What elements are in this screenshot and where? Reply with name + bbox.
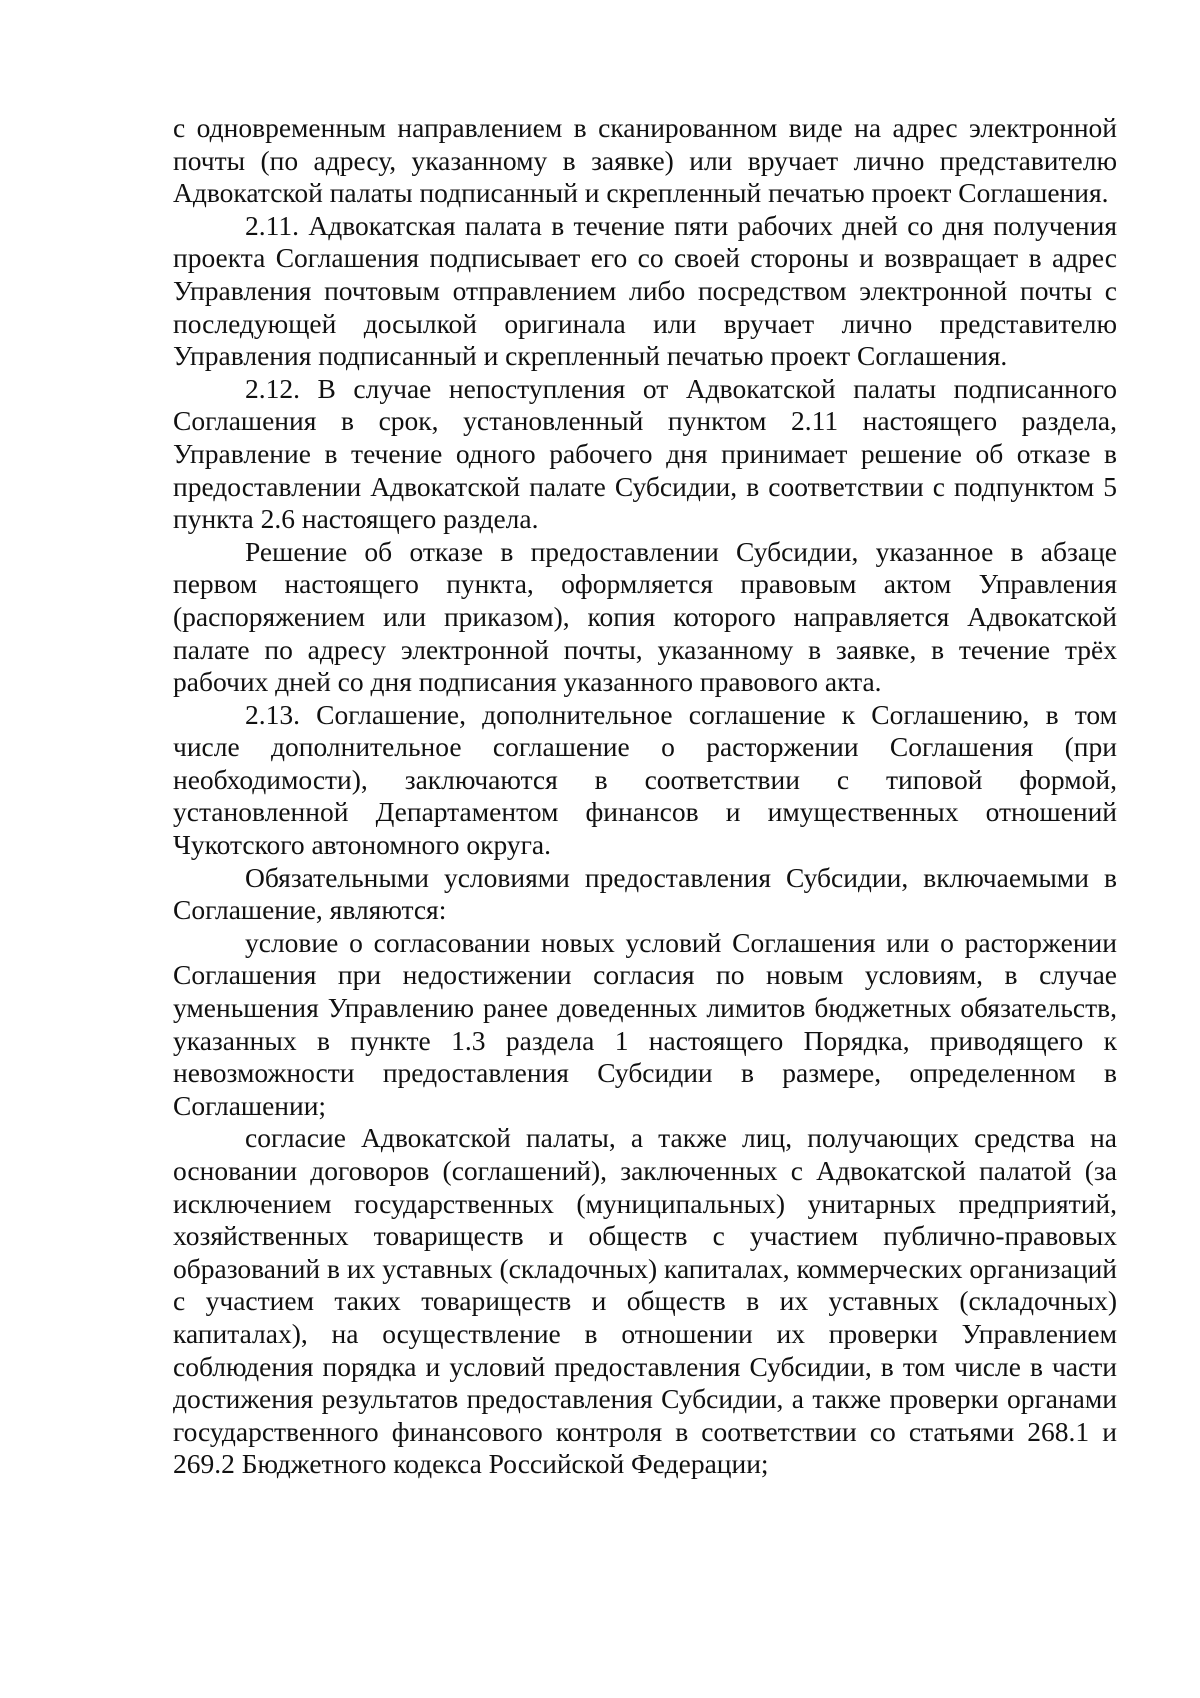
paragraph-mandatory-conditions: Обязательными условиями предоставления Субсидии, включаемыми в Соглашение, являются:: [173, 861, 1117, 926]
paragraph-refusal-decision: Решение об отказе в предоставлении Субсидии, указанное в абзаце первом настоящего пункта, оформляется правовым актом Управления (распоряжением или приказом), копия которого направляется Адвокатской палате по адресу электронной почты, указанному в заявке, в течение трёх рабочих дней со дня подписания указанного правового акта.: [173, 535, 1117, 698]
document-page: [173, 112, 1117, 1481]
paragraph-2-13: 2.13. Соглашение, дополнительное соглашение к Соглашению, в том числе дополнительное соглашение о расторжении Соглашения (при необходимости), заключаются в соответствии с типовой формой, установленной Департаментом финансов и имущественных отношений Чукотского автономного округа.: [173, 698, 1117, 861]
paragraph-condition-agreement: условие о согласовании новых условий Соглашения или о расторжении Соглашения при недостижении согласия по новым условиям, в случае уменьшения Управлению ранее доведенных лимитов бюджетных обязательств, указанных в пункте 1.3 раздела 1 настоящего Порядка, приводящего к невозможности предоставления Субсидии в размере, определенном в Соглашении;: [173, 926, 1117, 1121]
paragraph-2-12: 2.12. В случае непоступления от Адвокатской палаты подписанного Соглашения в срок, установленный пунктом 2.11 настоящего раздела, Управление в течение одного рабочего дня принимает решение об отказе в предоставлении Адвокатской палате Субсидии, в соответствии с подпунктом 5 пункта 2.6 настоящего раздела.: [173, 372, 1117, 535]
paragraph-2-11: 2.11. Адвокатская палата в течение пяти рабочих дней со дня получения проекта Соглашения подписывает его со своей стороны и возвращает в адрес Управления почтовым отправлением либо посредством электронной почты с последующей досылкой оригинала или вручает лично представителю Управления подписанный и скрепленный печатью проект Соглашения.: [173, 209, 1117, 372]
paragraph-continuation: с одновременным направлением в сканированном виде на адрес электронной почты (по адресу, указанному в заявке) или вручает лично представителю Адвокатской палаты подписанный и скрепленный печатью проект Соглашения.: [173, 112, 1117, 209]
paragraph-consent-inspection: согласие Адвокатской палаты, а также лиц, получающих средства на основании договоров (соглашений), заключенных с Адвокатской палатой (за исключением государственных (муниципальных) унитарных предприятий, хозяйственных товариществ и обществ с участием публично-правовых образований в их уставных (складочных) капиталах, коммерческих организаций с участием таких товариществ и обществ в их уставных (складочных) капиталах), на осуществление в отношении их проверки Управлением соблюдения порядка и условий предоставления Субсидии, в том числе в части достижения результатов предоставления Субсидии, а также проверки органами государственного финансового контроля в соответствии со статьями 268.1 и 269.2 Бюджетного кодекса Российской Федерации;: [173, 1122, 1117, 1480]
